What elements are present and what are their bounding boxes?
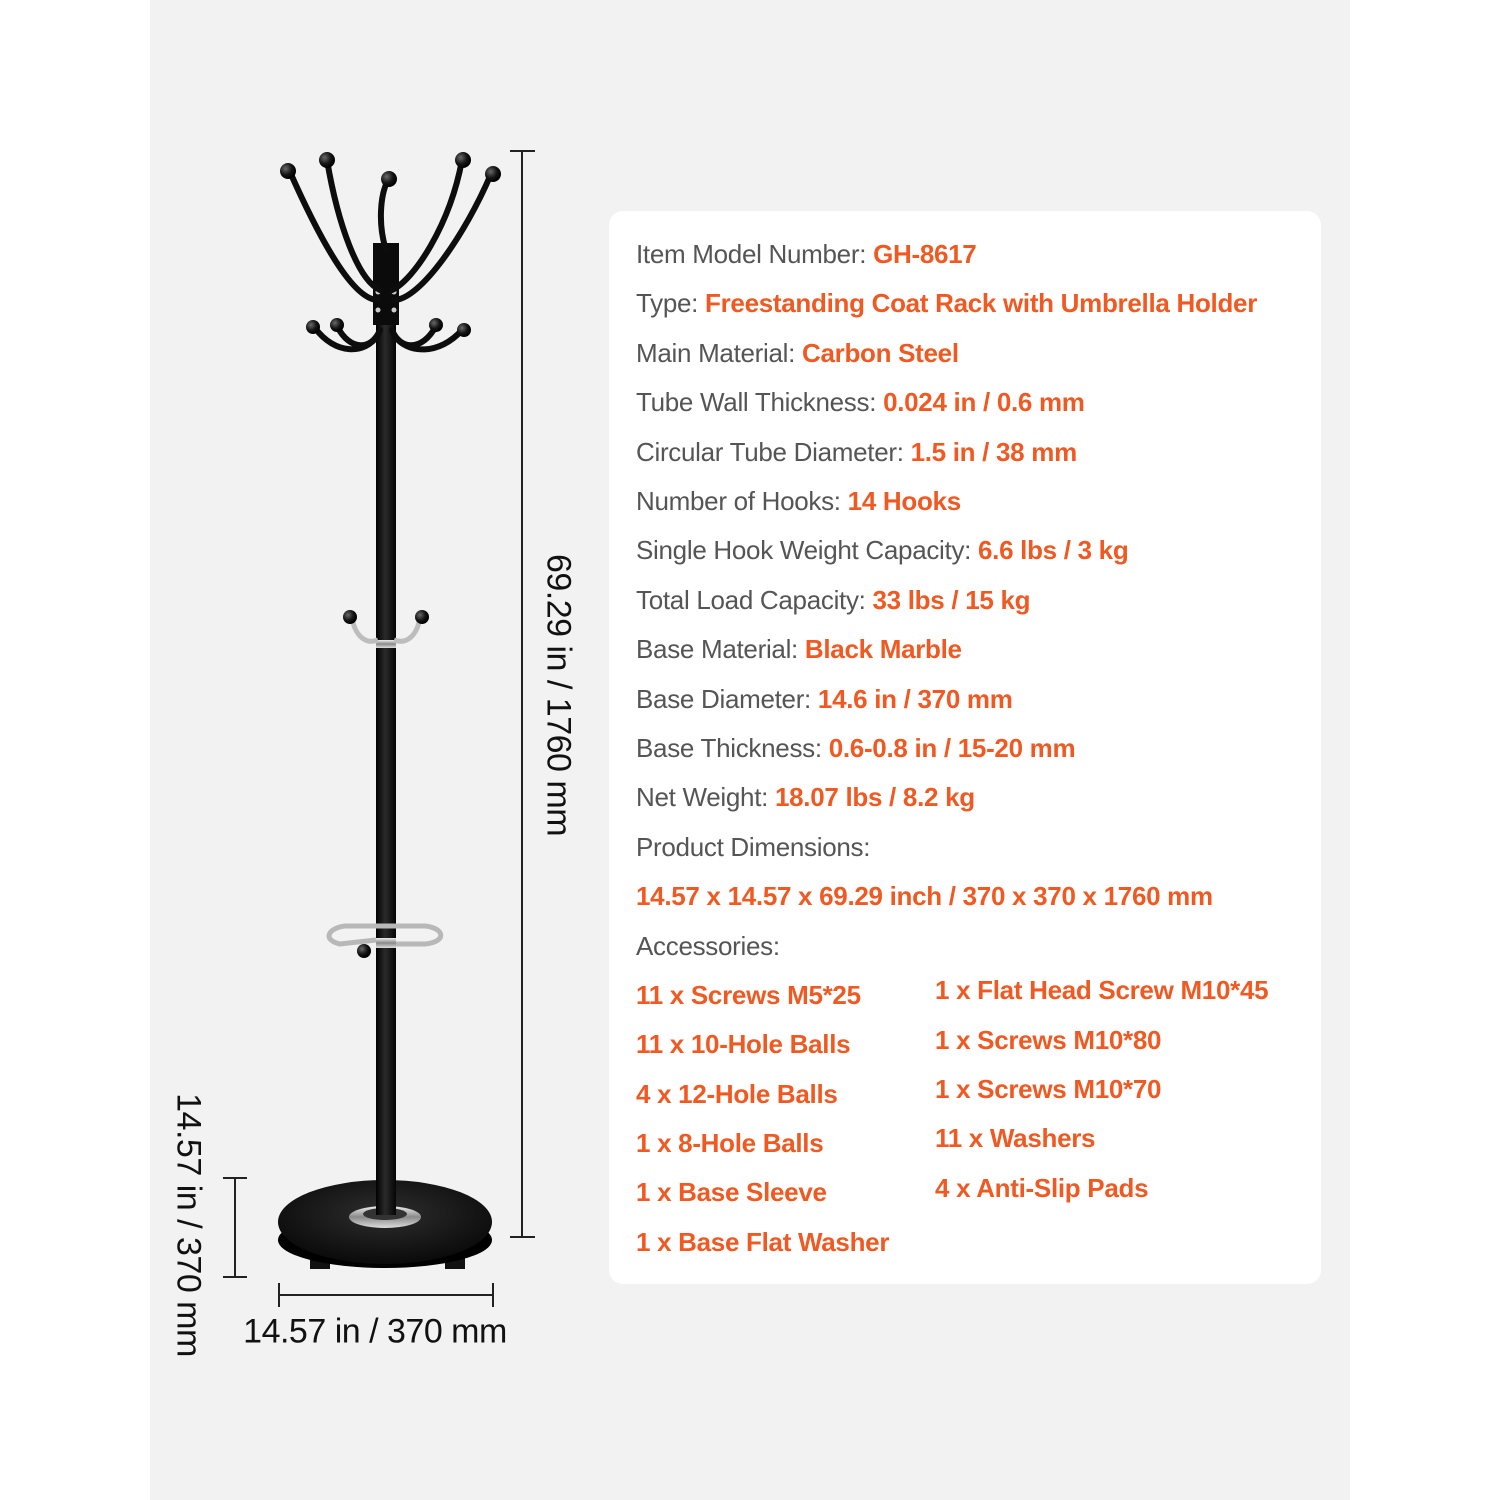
spec-number-of-hooks: Number of Hooks: 14 Hooks (636, 486, 961, 516)
pole (376, 245, 396, 1215)
spec-hook-capacity: Single Hook Weight Capacity: 6.6 lbs / 3 kg (636, 535, 1129, 565)
base-depth-dimension-label: 14.57 in / 370 mm (169, 1093, 208, 1357)
spec-type: Type: Freestanding Coat Rack with Umbrella Holder (636, 288, 1258, 318)
height-dimension-label: 69.29 in / 1760 mm (539, 553, 578, 837)
accessory-item: 4 x Anti-Slip Pads (935, 1173, 1149, 1203)
accessory-item: 1 x Flat Head Screw M10*45 (935, 975, 1269, 1005)
accessory-item: 11 x 10-Hole Balls (636, 1029, 851, 1059)
accessories-label: Accessories: (636, 931, 780, 961)
right-margin (1350, 0, 1500, 1500)
spec-base-material: Base Material: Black Marble (636, 634, 962, 664)
base-width-dimension-line (279, 1283, 493, 1307)
spec-net-weight: Net Weight: 18.07 lbs / 8.2 kg (636, 782, 975, 812)
spec-base-thickness: Base Thickness: 0.6-0.8 in / 15-20 mm (636, 733, 1076, 763)
spec-tube-diameter: Circular Tube Diameter: 1.5 in / 38 mm (636, 437, 1077, 467)
spec-main-material: Main Material: Carbon Steel (636, 338, 959, 368)
accessory-item: 1 x Base Sleeve (636, 1177, 827, 1207)
accessory-item: 1 x Screws M10*80 (935, 1025, 1162, 1055)
coat-rack-illustration (150, 0, 600, 1500)
accessory-item: 4 x 12-Hole Balls (636, 1079, 838, 1109)
accessory-item: 11 x Washers (935, 1123, 1096, 1153)
accessory-item: 1 x Base Flat Washer (636, 1227, 890, 1257)
accessory-item: 1 x Screws M10*70 (935, 1074, 1162, 1104)
spec-base-diameter: Base Diameter: 14.6 in / 370 mm (636, 684, 1013, 714)
spec-card (609, 211, 1321, 1284)
left-margin (0, 0, 150, 1500)
base-width-dimension-label: 14.57 in / 370 mm (243, 1312, 507, 1351)
spec-tube-wall-thickness: Tube Wall Thickness: 0.024 in / 0.6 mm (636, 387, 1085, 417)
accessory-item: 11 x Screws M5*25 (636, 980, 861, 1010)
product-dimensions-label: Product Dimensions: (636, 832, 871, 862)
spec-model-number: Item Model Number: GH-8617 (636, 239, 977, 269)
base-depth-dimension-line (223, 1178, 247, 1277)
accessory-item: 1 x 8-Hole Balls (636, 1128, 824, 1158)
spec-total-load: Total Load Capacity: 33 lbs / 15 kg (636, 585, 1031, 615)
product-dimensions-value: 14.57 x 14.57 x 69.29 inch / 370 x 370 x 1760 mm (636, 881, 1213, 911)
height-dimension-line (510, 151, 535, 1237)
